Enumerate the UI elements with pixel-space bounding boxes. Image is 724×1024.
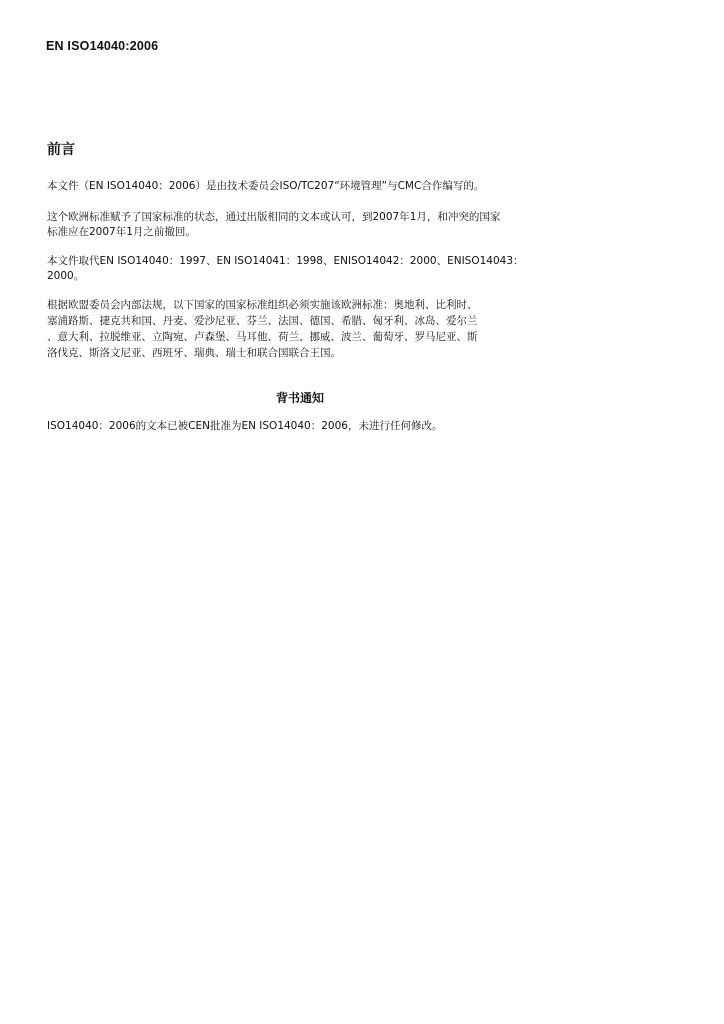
foreword-title: 前言 (47, 142, 75, 158)
paragraph-line: 、意大利、拉脱维亚、立陶宛、卢森堡、马耳他、荷兰、挪威、波兰、葡萄牙、罗马尼亚、斯 (47, 331, 478, 343)
foreword-paragraph-1 (47, 179, 567, 194)
document-header: EN ISO14040:2006 (46, 39, 159, 53)
foreword-paragraph-2 (47, 210, 567, 240)
paragraph-line: 本文件（EN ISO14040：2006）是由技术委员会ISO/TC207“环境管理”与CMC合作编写的。 (47, 180, 485, 192)
paragraph-line: 塞浦路斯、捷克共和国、丹麦、爱沙尼亚、芬兰、法国、德国、希腊、匈牙利、冰岛、爱尔兰 (47, 315, 478, 327)
paragraph-line: ISO14040：2006的文本已被CEN批准为EN ISO14040：2006，未进行任何修改。 (47, 420, 443, 432)
paragraph-line: 根据欧盟委员会内部法规，以下国家的国家标准组织必须实施该欧洲标准：奥地利、比利时、 (47, 299, 478, 311)
paragraph-line: 这个欧洲标准赋予了国家标准的状态，通过出版相同的文本或认可，到2007年1月，和冲突的国家 (47, 211, 501, 223)
endorsement-paragraph (47, 419, 647, 434)
endorsement-title: 背书通知 (275, 391, 324, 405)
paragraph-line: 2000。 (47, 270, 85, 282)
foreword-paragraph-4 (47, 297, 567, 361)
paragraph-line: 洛伐克、斯洛文尼亚、西班牙、瑞典、瑞士和联合国联合王国。 (47, 347, 341, 359)
paragraph-line: 标准应在2007年1月之前撤回。 (47, 226, 196, 238)
foreword-paragraph-3 (47, 254, 567, 284)
paragraph-line: 本文件取代EN ISO14040：1997、EN ISO14041：1998、ENISO14042：2000、ENISO14043： (47, 255, 524, 267)
